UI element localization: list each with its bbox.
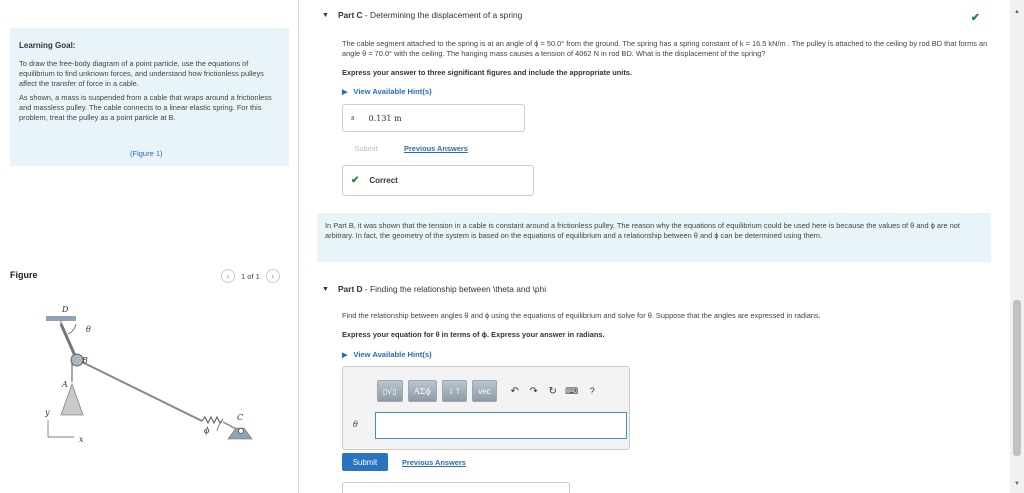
reset-icon[interactable]: ↻	[548, 385, 557, 397]
figure-pager	[221, 269, 280, 283]
problem-description: As shown, a mass is suspended from a cable that wraps around a frictionless and massless pulley. The cable connects to a linear elastic spring. For this problem, treat the pulley as a point particle at B.	[19, 93, 272, 122]
part-d-problem: Find the relationship between angles θ and ϕ using the equations of equilibrium and solve for θ. Suppose that the angles are expressed in radians.	[342, 311, 821, 320]
help-icon[interactable]: ?	[589, 386, 595, 396]
left-panel	[0, 0, 298, 493]
part-c-answer-box	[342, 104, 525, 132]
check-icon: ✔	[351, 175, 360, 186]
keyboard-icon[interactable]: ⌨	[565, 385, 579, 396]
chevron-left-icon[interactable]: ‹	[221, 269, 235, 283]
part-d-instruction: Express your equation for θ in terms of ϕ. Express your answer in radians.	[342, 330, 605, 339]
submit-button[interactable]: Submit	[342, 453, 388, 471]
panel-divider	[298, 0, 299, 493]
correct-label: Correct	[369, 176, 398, 185]
scroll-up-icon[interactable]: ▲	[1014, 9, 1020, 15]
pager-text: 1 of 1	[241, 271, 260, 281]
figure-link[interactable]: (Figure 1)	[130, 149, 163, 158]
label-x: x	[79, 435, 84, 444]
ceiling-support	[46, 316, 76, 321]
vec-button[interactable]: vec	[472, 380, 496, 402]
label-d: D	[62, 305, 69, 314]
check-icon: ✔	[970, 12, 980, 24]
learning-goal-text: To draw the free-body diagram of a point particle, use the equations of equilibrium to find unknown forces, and understand how frictionless pulleys affect the transfer of force in a cable.	[19, 59, 264, 88]
label-theta: θ	[86, 325, 91, 334]
part-d-header[interactable]	[322, 284, 546, 294]
part-d-hint-toggle[interactable]	[342, 350, 432, 359]
redo-icon[interactable]: ↷	[529, 385, 538, 397]
pulley-figure	[32, 300, 262, 450]
correct-feedback	[342, 165, 534, 196]
part-c-instruction: Express your answer to three significant figures and include the appropriate units.	[342, 68, 632, 77]
theta-label: θ	[353, 420, 358, 429]
submit-button-disabled[interactable]: Submit	[342, 139, 390, 157]
part-d-buttons	[342, 453, 466, 471]
scroll-down-icon[interactable]: ▼	[1014, 481, 1020, 487]
label-y: y	[45, 408, 50, 417]
spring	[202, 417, 223, 423]
previous-answers-link[interactable]: Previous Answers	[404, 143, 468, 153]
learning-goal-box	[10, 28, 289, 166]
undo-icon[interactable]: ↶	[510, 385, 519, 397]
chevron-right-icon[interactable]: ›	[266, 269, 280, 283]
part-c-title: Part C - Determining the displacement of a spring	[337, 10, 523, 20]
part-c-header[interactable]	[322, 10, 522, 20]
label-a: A	[62, 380, 68, 389]
triangle-right-icon: ▶	[342, 88, 348, 96]
cable-diagonal	[82, 362, 202, 421]
answer-value: 0.131 m	[368, 113, 402, 123]
answer-variable: s	[351, 114, 355, 122]
caret-down-icon[interactable]: ▼	[322, 285, 329, 293]
caret-down-icon[interactable]: ▼	[322, 11, 329, 19]
figure-header: Figure	[10, 270, 38, 280]
next-section-box	[342, 482, 570, 493]
scrollbar[interactable]	[1010, 0, 1024, 493]
part-c-hint-toggle[interactable]	[342, 87, 432, 96]
part-c-hint-label: View Available Hint(s)	[353, 87, 432, 96]
math-editor	[342, 366, 630, 450]
label-b: B	[82, 356, 88, 365]
arrows-button[interactable]: ↓↑	[442, 380, 467, 402]
triangle-right-icon: ▶	[342, 351, 348, 359]
math-toolbar	[377, 380, 595, 402]
math-answer-input[interactable]	[375, 412, 627, 439]
scrollbar-thumb[interactable]	[1013, 300, 1021, 456]
part-c-buttons	[342, 139, 468, 157]
symbols-button[interactable]: ΑΣϕ	[408, 380, 437, 402]
part-c-problem: The cable segment attached to the spring is at an angle of ϕ = 50.0° from the ground. The spring has a spring constant of k = 16.5 kN/m . The pulley is attached to the ceiling by rod BD that forms an angle θ = 70.0° with the ceiling. The hanging mass causes a tension of 4062 N in rod BD. What is the displacement of the spring?	[342, 39, 988, 58]
learning-goal-title: Learning Goal:	[19, 41, 76, 50]
templates-button[interactable]: ▯√▯	[377, 380, 403, 402]
part-d-hint-label: View Available Hint(s)	[353, 350, 432, 359]
explanation-note: In Part B, it was shown that the tension in a cable is constant around a frictionless pulley. The reason why the equations of equilibrium could be used here is because the values of θ and ϕ are not arbitrary. In fact, the geometry of the system is based on the equations of equilibrium and a relationship between θ and ϕ can be determined using them.	[317, 213, 991, 262]
part-d-title: Part D - Finding the relationship between \theta and \phi	[337, 284, 547, 294]
right-panel	[305, 0, 1010, 493]
previous-answers-link[interactable]: Previous Answers	[402, 457, 466, 467]
label-c: C	[237, 413, 244, 422]
label-phi: ϕ	[204, 426, 210, 435]
